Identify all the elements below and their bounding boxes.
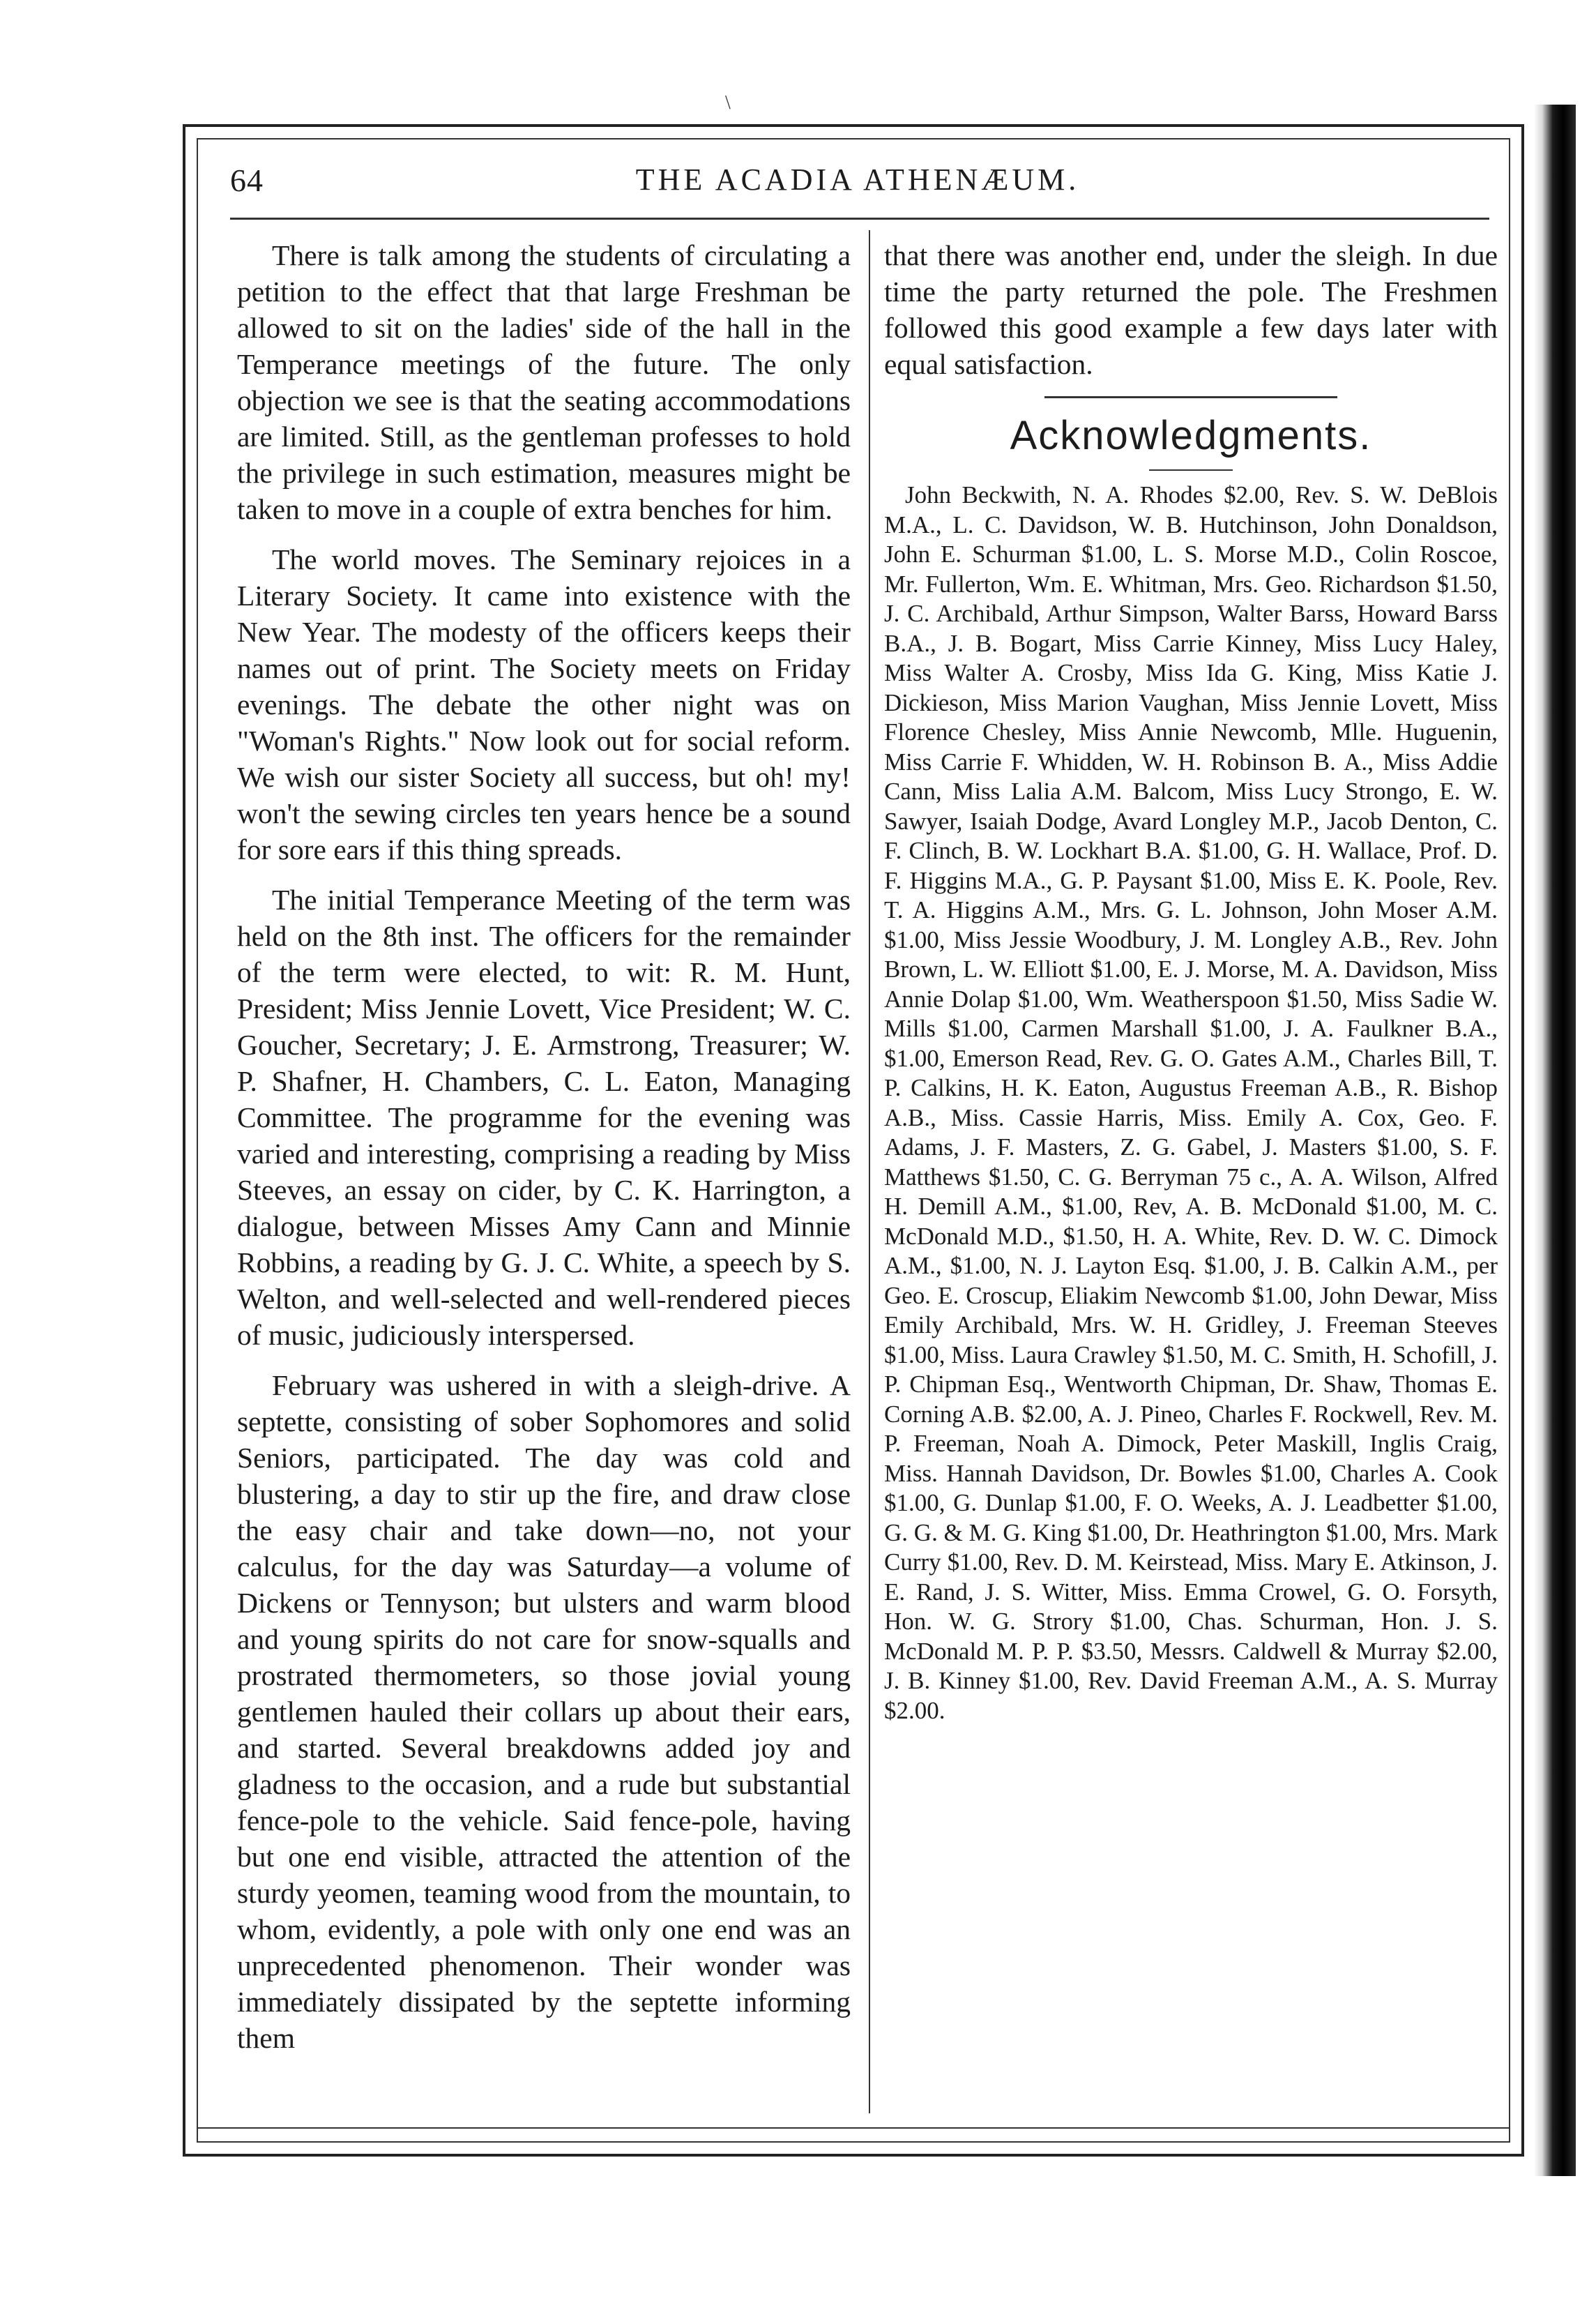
heading-underline-rule	[1149, 469, 1233, 471]
paragraph-sleigh-drive: February was ushered in with a sleigh-drive. A septette, consisting of sober Sophomores and solid Seniors, participated. The day was cold and blustering, a day to stir up the fire, and draw close the easy chair and take down—no, not your calculus, for the day was Saturday—a volume of Dickens or Tennyson; but ulsters and warm blood and young spirits do not care for snow-squalls and prostrated thermometers, so those jovial young gentlemen hauled their collars up about their ears, and started. Several breakdowns added joy and gladness to the occasion, and a rude but substantial fence-pole to the vehicle. Said fence-pole, having but one end visible, attracted the attention of the sturdy yeomen, teaming wood from the mountain, to whom, evidently, a pole with only one end was an unprecedented phenomenon. Their wonder was immediately dissipated by the septette informing them	[237, 1369, 851, 2054]
right-column	[884, 237, 1498, 1726]
page-number: 64	[230, 163, 264, 198]
page-header	[230, 162, 1485, 211]
paragraph-continuation: that there was another end, under the sleigh. In due time the party returned the pole. The Freshmen followed this good example a few days later with equal satisfaction.	[884, 239, 1498, 380]
paragraph-petition: There is talk among the students of circulating a petition to the effect that that large Freshman be allowed to sit on the ladies' side of the hall in the Temperance meetings of the future. The only objection we see is that the seating accommodations are limited. Still, as the gentleman professes to hold the privilege in such estimation, measures might be taken to move in a couple of extra benches for him.	[237, 239, 851, 525]
stray-ink-mark: \	[725, 92, 731, 114]
paragraph-temperance-meeting: The initial Temperance Meeting of the term was held on the 8th inst. The officers for the remainder of the term were elected, to wit: R. M. Hunt, President; Miss Jennie Lovett, Vice President; W. C. Goucher, Secretary; J. E. Armstrong, Treasurer; W. P. Shafner, H. Chambers, C. L. Eaton, Managing Committee. The programme for the evening was varied and interesting, comprising a reading by Miss Steeves, an essay on cider, by C. K. Harrington, a dialogue, between Misses Amy Cann and Minnie Robbins, a reading by G. J. C. White, a speech by S. Welton, and well-selected and well-rendered pieces of music, judiciously interspersed.	[237, 884, 851, 1351]
section-separator-rule	[1044, 396, 1337, 398]
running-title: THE ACADIA ATHENÆUM.	[635, 163, 1080, 197]
column-divider	[869, 230, 870, 2113]
acknowledgments-list: John Beckwith, N. A. Rhodes $2.00, Rev. S. W. DeBlois M.A., L. C. Davidson, W. B. Hutchinson, John Donaldson, John E. Schurman $1.00, L. S. Morse M.D., Colin Roscoe, Mr. Fullerton, Wm. E. Whitman, Mrs. Geo. Richardson $1.50, J. C. Archibald, Arthur Simpson, Walter Barss, Howard Barss B.A., J. B. Bogart, Miss Carrie Kinney, Miss Lucy Haley, Miss Walter A. Crosby, Miss Ida G. King, Miss Katie J. Dickieson, Miss Marion Vaughan, Miss Jennie Lovett, Miss Florence Chesley, Miss Annie Newcomb, Mlle. Huguenin, Miss Carrie F. Whidden, W. H. Robinson B. A., Miss Addie Cann, Miss Lalia A.M. Balcom, Miss Lucy Strongo, E. W. Sawyer, Isaiah Dodge, Avard Longley M.P., Jacob Denton, C. F. Clinch, B. W. Lockhart B.A. $1.00, G. H. Wallace, Prof. D. F. Higgins M.A., G. P. Paysant $1.00, Miss E. K. Poole, Rev. T. A. Higgins A.M., Mrs. G. L. Johnson, John Moser A.M. $1.00, Miss Jessie Woodbury, J. M. Longley A.B., Rev. John Brown, L. W. Elliott $1.00, E. J. Morse, M. A. Davidson, Miss Annie Dolap $1.00, Wm. Weatherspoon $1.50, Miss Sadie W. Mills $1.00, Carmen Marshall $1.00, J. A. Faulkner B.A., $1.00, Emerson Read, Rev. G. O. Gates A.M., Charles Bill, T. P. Calkins, H. K. Eaton, Augustus Freeman A.B., R. Bishop A.B., Miss. Cassie Harris, Miss. Emily A. Cox, Geo. F. Adams, J. F. Masters, Z. G. Gabel, J. Masters $1.00, S. F. Matthews $1.50, C. G. Berryman 75 c., A. A. Wilson, Alfred H. Demill A.M., $1.00, Rev, A. B. McDonald $1.00, M. C. McDonald M.D., $1.50, H. A. White, Rev. D. W. C. Dimock A.M., $1.00, N. J. Layton Esq. $1.00, J. B. Calkin A.M., per Geo. E. Croscup, Eliakim Newcomb $1.00, John Dewar, Miss Emily Archibald, Mrs. W. H. Gridley, J. Freeman Steeves $1.00, Miss. Laura Crawley $1.50, M. C. Smith, H. Schofill, J. P. Chipman Esq., Wentworth Chipman, Dr. Shaw, Thomas E. Corning A.B. $2.00, A. J. Pineo, Charles F. Rockwell, Rev. M. P. Freeman, Noah A. Dimock, Peter Maskill, Inglis Craig, Miss. Hannah Davidson, Dr. Bowles $1.00, Charles A. Cook $1.00, G. Dunlap $1.00, F. O. Weeks, A. J. Leadbetter $1.00, G. G. & M. G. King $1.00, Dr. Heathrington $1.00, Mrs. Mark Curry $1.00, Rev. D. M. Keirstead, Miss. Mary E. Atkinson, J. E. Rand, J. S. Witter, Miss. Emma Crowel, G. O. Forsyth, Hon. W. G. Strory $1.00, Chas. Schurman, Hon. J. S. McDonald M. P. P. $3.50, Messrs. Caldwell & Murray $2.00, J. B. Kinney $1.00, Rev. David Freeman A.M., A. S. Murray $2.00.	[884, 481, 1498, 1724]
left-column	[237, 237, 851, 2070]
footer-rule	[197, 2127, 1510, 2129]
scan-edge-shadow	[1534, 105, 1576, 2176]
paragraph-literary-society: The world moves. The Seminary rejoices in a Literary Society. It came into existence with the New Year. The modesty of the officers keeps their names out of print. The Society meets on Friday evenings. The debate the other night was on "Woman's Rights." Now look out for social reform. We wish our sister Society all success, but oh! my! won't the sewing circles ten years hence be a sound for sore ears if this thing spreads.	[237, 543, 851, 866]
section-heading-acknowledgments: Acknowledgments.	[1010, 413, 1372, 458]
header-rule	[230, 218, 1489, 220]
